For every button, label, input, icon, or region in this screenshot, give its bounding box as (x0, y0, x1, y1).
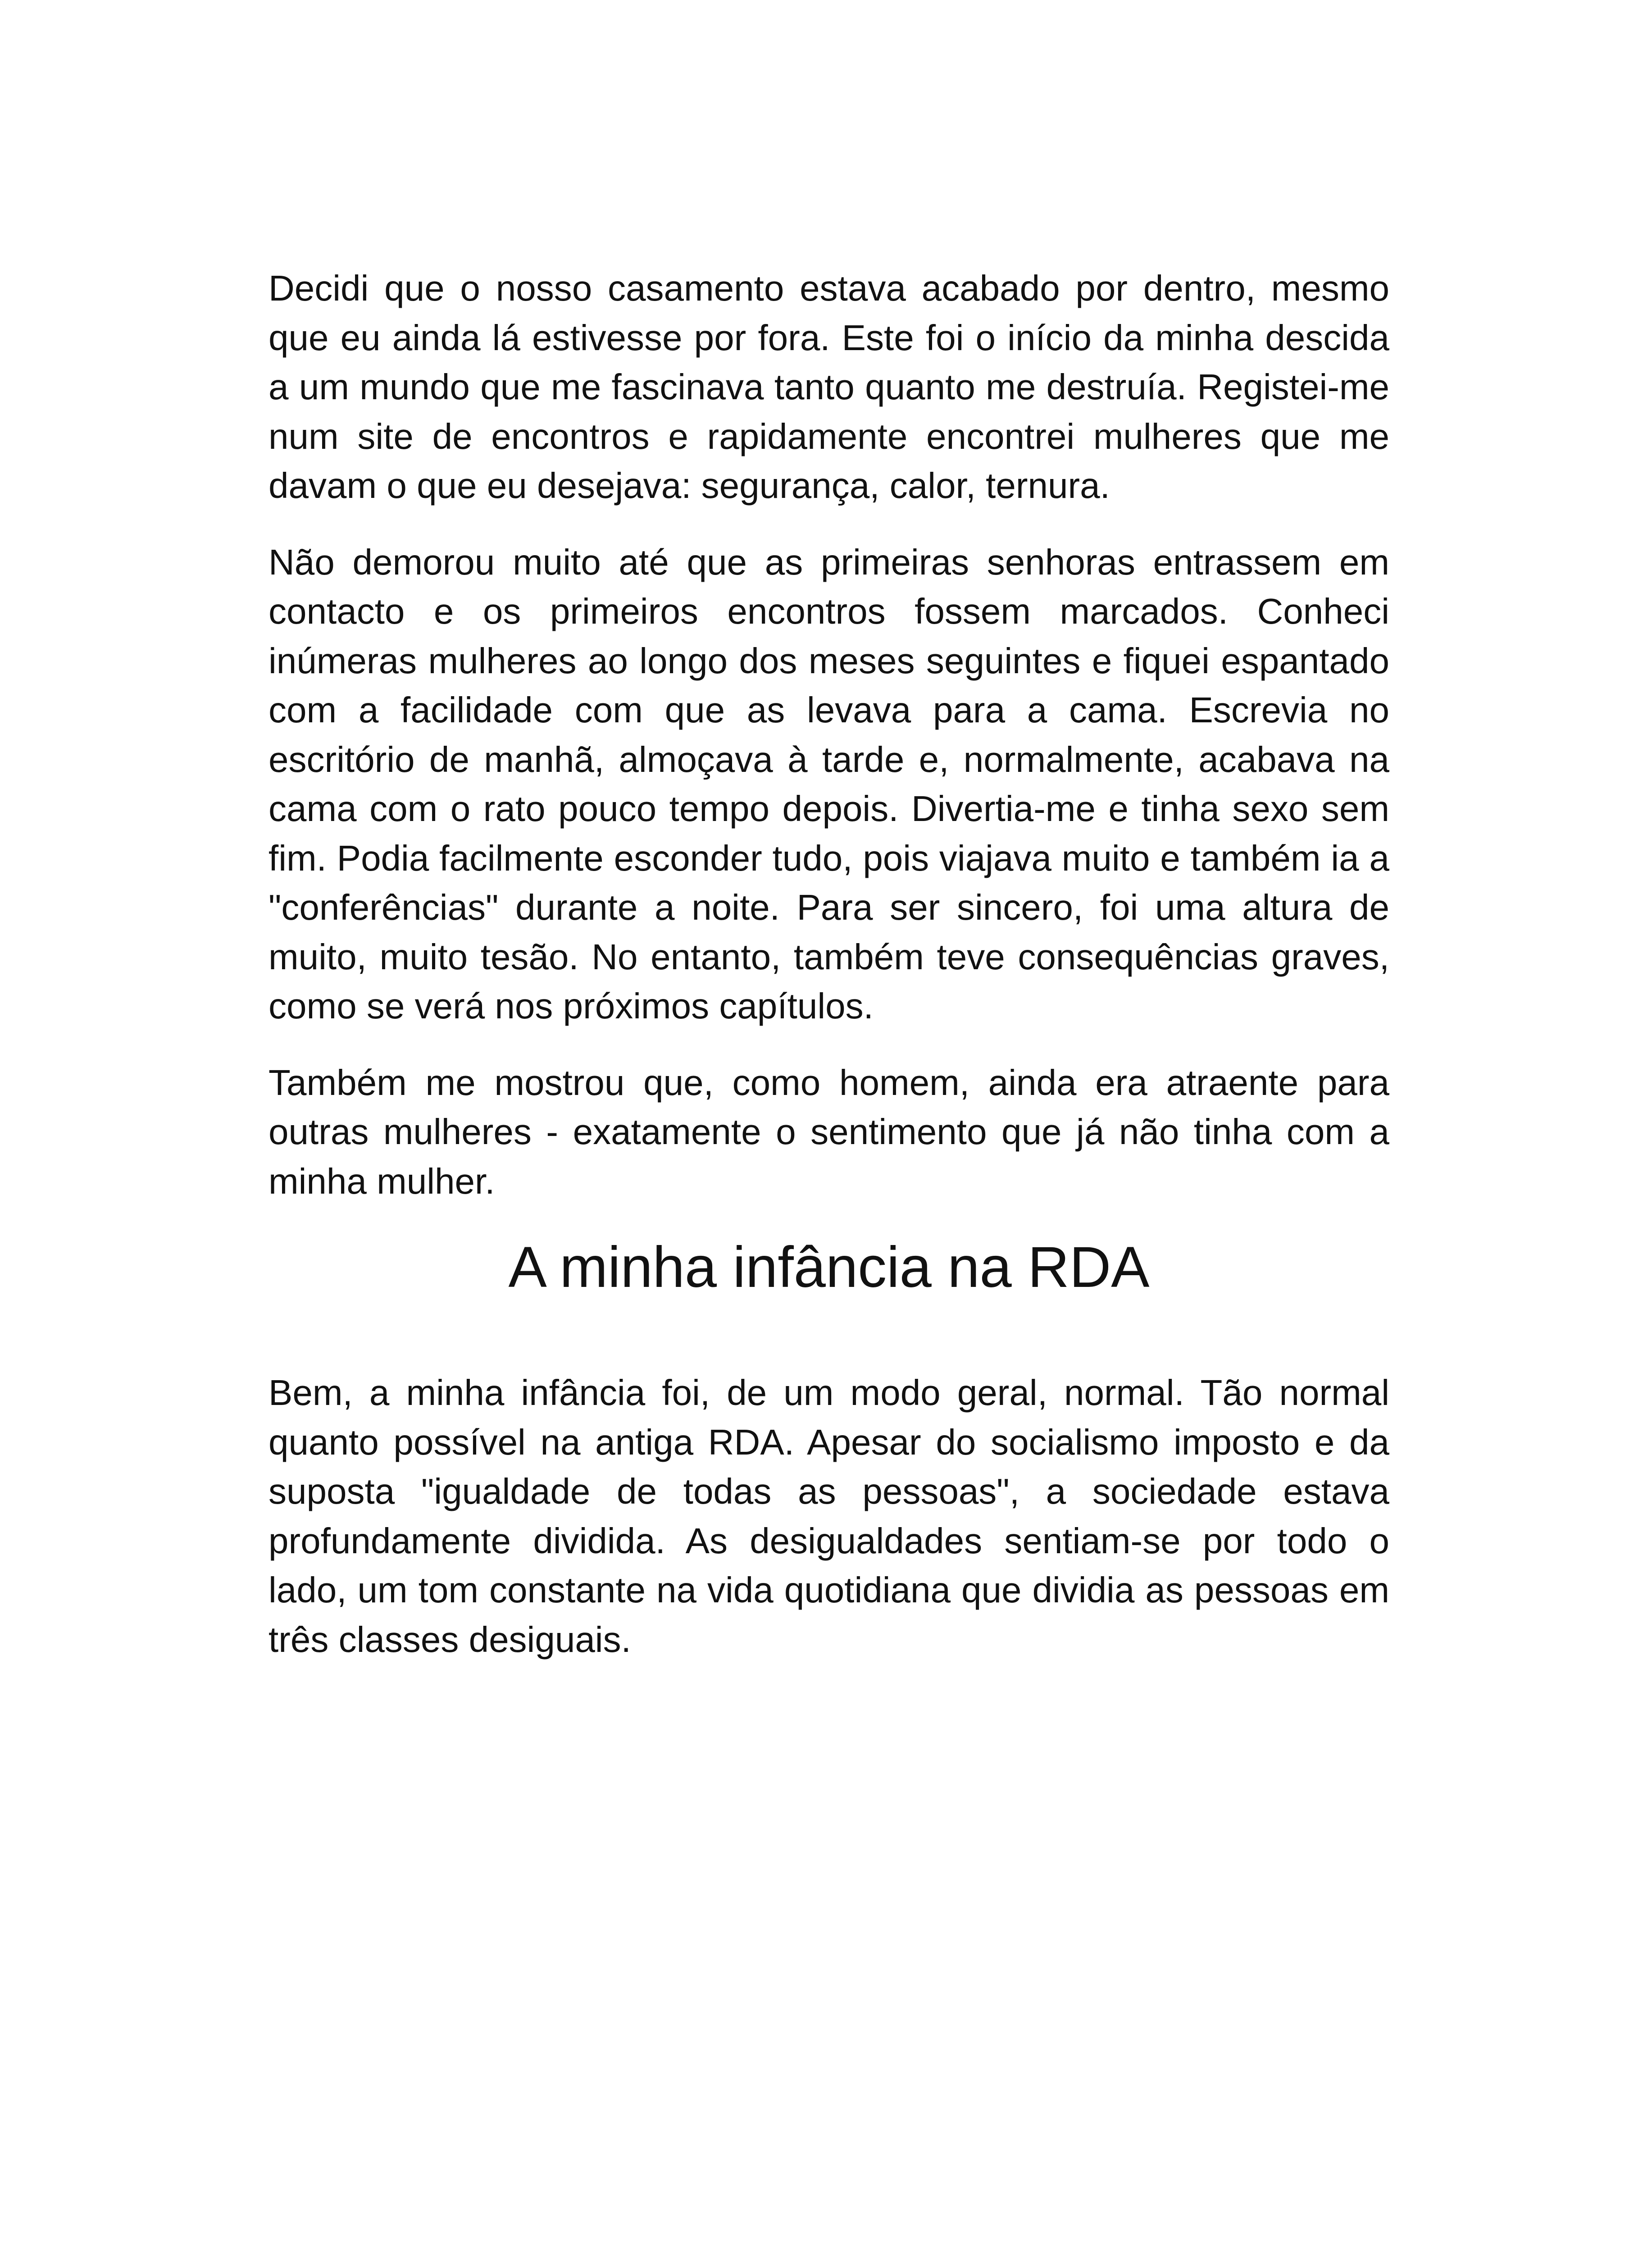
page-content (269, 264, 1389, 1664)
chapter-title: A minha infância na RDA (508, 1235, 1150, 1300)
paragraph: Decidi que o nosso casamento estava acabado por dentro, mesmo que eu ainda lá estivesse por fora. Este foi o início da minha descida a um mundo que me fascinava tanto quanto me destruía. Registei-me num site de encontros e rapidamente encontrei mulheres que me davam o que eu desejava: segurança, calor, ternura. (269, 268, 1389, 506)
paragraph: Bem, a minha infância foi, de um modo geral, normal. Tão normal quanto possível na antiga RDA. Apesar do socialismo imposto e da suposta "igualdade de todas as pessoas", a sociedade estava profundamente dividida. As desigualdades sentiam-se por todo o lado, um tom constante na vida quotidiana que dividia as pessoas em três classes desiguais. (269, 1373, 1389, 1660)
paragraph: Não demorou muito até que as primeiras senhoras entrassem em contacto e os primeiros encontros fossem marcados. Conheci inúmeras mulheres ao longo dos meses seguintes e fiquei espantado com a facilidade com que as levava para a cama. Escrevia no escritório de manhã, almoçava à tarde e, normalmente, acabava na cama com o rato pouco tempo depois. Divertia-me e tinha sexo sem fim. Podia facilmente esconder tudo, pois viajava muito e também ia a "conferências" durante a noite. Para ser sincero, foi uma altura de muito, muito tesão. No entanto, também teve consequências graves, como se verá nos próximos capítulos. (269, 542, 1389, 1026)
paragraph: Também me mostrou que, como homem, ainda era atraente para outras mulheres - exatamente o sentimento que já não tinha com a minha mulher. (269, 1062, 1389, 1201)
